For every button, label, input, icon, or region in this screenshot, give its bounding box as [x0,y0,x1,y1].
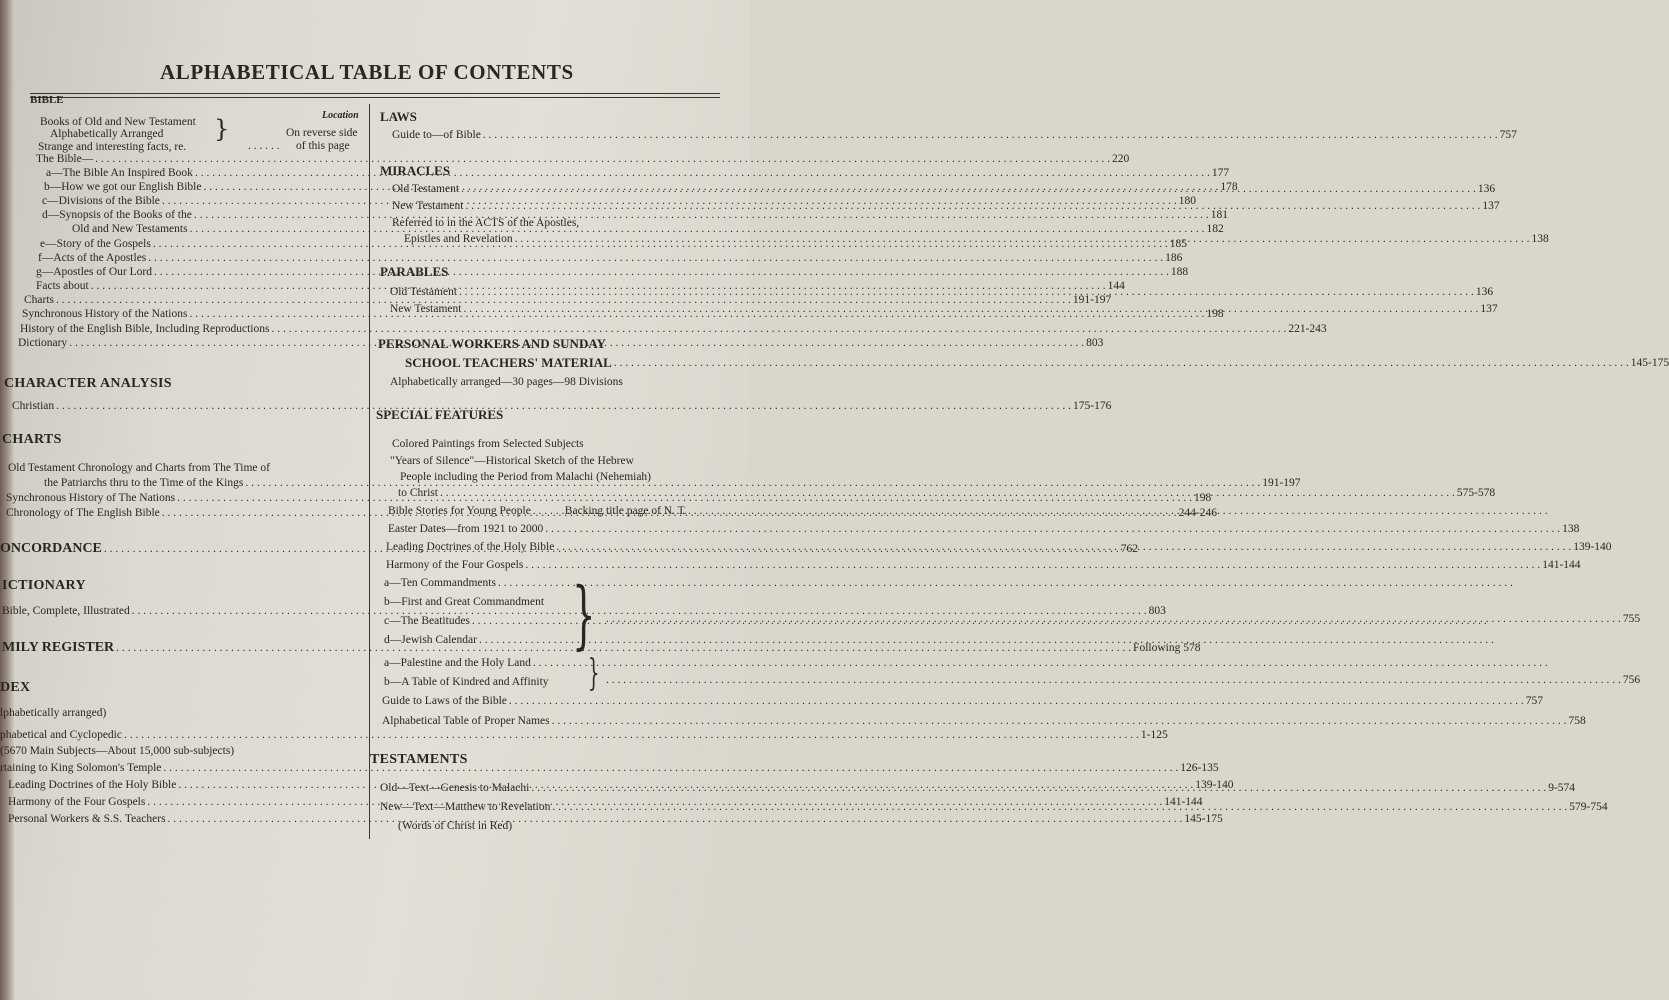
section-heading-laws: LAWS [380,109,417,124]
entry-synopsis1: d—Synopsis of the Books of the . . . 181 [42,208,364,222]
entry-guide-laws: Guide to Laws of the Bible . . . 757 [382,694,752,708]
brace-group2: } [588,653,600,694]
entry-books-line1: Books of Old and New Testament [40,116,196,128]
title-rule-thin [30,97,720,98]
entry-how-got: b—How we got our English Bible . . . 178 [44,180,364,194]
entry-harmony: Harmony of the Four Gospels . . . 141-144 [386,558,742,572]
entry-dictionary: Dictionary . . . 803 [18,336,360,350]
entry-inspired: a—The Bible An Inspired Book . . . 177 [46,166,364,180]
section-heading-charts: CHARTS [2,432,62,447]
entry-facts: Facts about . . . 144 [36,279,364,293]
entry-history: History of the English Bible, Including Reproductions . . . 221-243 [20,322,360,336]
entry-years2: People including the Period from Malachi (Nehemiah) [400,471,652,483]
entry-bible-stories: Bible Stories for Young People . . . Backing title page of N. T. [388,504,738,518]
entry-miracles-ot: Old Testament . . . 136 [392,182,726,196]
entry-ot-chronology1: Old Testament Chronology and Charts from The Time of [8,462,270,474]
entry-miracles-nt: New Testament . . . 137 [392,199,726,213]
title-rule-thick [30,93,720,94]
entry-parables-ot: Old Testament . . . 136 [390,285,728,299]
entry-kindred: b—A Table of Kindred and Affinity [384,676,549,688]
entry-index-subjects: (5670 Main Subjects—About 15,000 sub-subjects) [0,745,235,757]
entry-personal-heading2: SCHOOL TEACHERS' MATERIAL . . . 145-175 [405,356,733,372]
entry-ten-commandments: a—Ten Commandments . . . [384,576,544,590]
entry-years1: "Years of Silence"—Historical Sketch of the Hebrew [390,455,634,467]
entry-old-testament: Old—Text—Genesis to Malachi . . . 9-574 [380,781,752,795]
section-heading-dictionary: ICTIONARY [2,578,86,593]
entry-new-testament: New—Text—Matthew to Revelation . . . 579-754 [380,800,752,814]
brace-books: } [214,115,230,143]
entry-chronology-english: Chronology of The English Bible . . . 244-246 [6,506,358,520]
entry-doctrines: Leading Doctrines of the Holy Bible . . . 139-140 [386,540,740,554]
entry-index-cyclopedic: phabetical and Cyclopedic . . . 1-125 [0,728,352,742]
entry-laws-guide: Guide to—of Bible . . . 757 [392,128,722,142]
entry-books-line2: Alphabetically Arranged [50,128,164,140]
section-heading-miracles: MIRACLES [380,163,451,178]
entry-miracles-acts2: Epistles and Revelation . . . 138 [404,232,728,246]
entry-palestine: a—Palestine and the Holy Land . . . [384,656,588,670]
location-column-header: Location [322,110,359,121]
section-heading-character: CHARACTER ANALYSIS [4,376,172,391]
entry-index-temple: rtaining to King Solomon's Temple . . . 126-135 [0,761,352,775]
entry-bible-complete: Bible, Complete, Illustrated . . . 803 [2,604,356,618]
entry-books-location1: On reverse side [286,127,358,139]
entry-concordance: ONCORDANCE . . . 762 [0,542,356,558]
entry-index-workers: Personal Workers & S.S. Teachers . . . 145-175 [8,812,352,826]
entry-divisions: c—Divisions of the Bible . . . 180 [42,194,364,208]
entry-proper-names: Alphabetical Table of Proper Names . . . 758 [382,714,752,728]
brace-group1: } [572,572,596,658]
entry-parables-nt: New Testament . . . 137 [390,302,728,316]
entry-strange: Strange and interesting facts, re. [38,141,187,153]
entry-index-harmony: Harmony of the Four Gospels . . . 141-144 [8,795,352,809]
entry-jewish-calendar: d—Jewish Calendar . . . [384,633,574,647]
entry-miracles-acts1: Referred to in the ACTS of the Apostles, [392,217,580,229]
entry-family-register: MILY REGISTER . . . Following 578 [2,641,354,657]
entry-acts: f—Acts of the Apostles . . . 186 [38,251,364,265]
section-heading-testaments: TESTAMENTS [370,752,468,767]
section-heading-bible: BIBLE [30,94,64,106]
section-heading-personal1: PERSONAL WORKERS AND SUNDAY [378,336,606,351]
entry-books-location-dots: . . . . . . [248,140,280,152]
entry-first-commandment: b—First and Great Commandment [384,596,545,608]
page-title: ALPHABETICAL TABLE OF CONTENTS [160,60,574,84]
entry-charts: Charts . . . 191-197 [24,293,364,307]
entry-words-of-christ: (Words of Christ in Red) [398,820,513,832]
entry-years3: to Christ . . . 575-578 [398,486,738,500]
entry-books-location2: of this page [296,140,350,152]
section-heading-parables: PARABLES [380,264,449,279]
entry-the-bible: The Bible— . . . 220 [36,152,366,166]
entry-synchronous: Synchronous History of the Nations . . . 198 [22,307,364,321]
entry-colored: Colored Paintings from Selected Subjects [392,438,584,450]
entry-synch-history: Synchronous History of The Nations . . . 198 [6,491,358,505]
entry-index-arranged: lphabetically arranged) [0,707,107,719]
entry-story: e—Story of the Gospels . . . 185 [40,237,364,251]
entry-group2-page: . . . 756 [604,673,752,687]
entry-beatitudes: c—The Beatitudes . . . [384,614,574,628]
entry-personal-note: Alphabetically arranged—30 pages—98 Divisions [390,376,623,388]
entry-synopsis2: Old and New Testaments . . . 182 [72,222,364,236]
entry-index-doctrines: Leading Doctrines of the Holy Bible . . . 139-140 [8,778,352,792]
section-heading-index: DEX [0,680,31,695]
entry-group1-page: . . . 755 [604,612,748,626]
entry-ot-chronology2: the Patriarchs thru to the Time of the Kings . . . 191-197 [44,476,358,490]
section-heading-special: SPECIAL FEATURES [376,407,504,422]
entry-easter: Easter Dates—from 1921 to 2000 . . . 138 [388,522,738,536]
entry-apostles: g—Apostles of Our Lord . . . 188 [36,265,364,279]
entry-christian: Christian . . . 175-176 [12,399,360,413]
